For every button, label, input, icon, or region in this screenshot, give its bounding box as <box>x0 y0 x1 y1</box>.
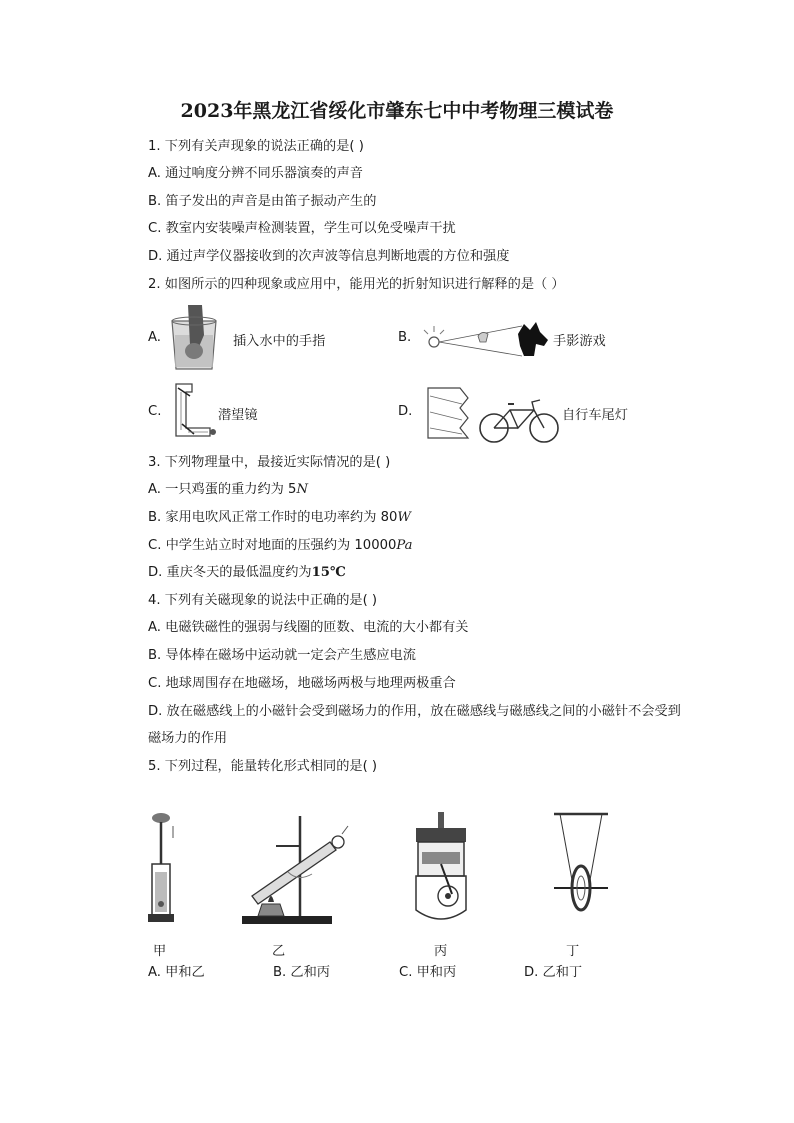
q3-option-c <box>148 537 413 555</box>
q2-option-a-label: A. <box>148 330 161 345</box>
q2-option-b-caption: 手影游戏 <box>553 334 606 349</box>
q4-option-c: C. 地球周围存在地磁场，地磁场两极与地理两极重合 <box>148 676 456 691</box>
q5-option-d: D. 乙和丁 <box>524 965 583 980</box>
q3-option-c-text: C. 中学生站立时对地面的压强约为 10000 <box>148 538 397 553</box>
q2-option-d-caption: 自行车尾灯 <box>562 408 628 423</box>
hand-shadow-figure <box>420 320 552 360</box>
q1-option-a: A. 通过响度分辨不同乐器演奏的声音 <box>148 166 363 181</box>
water-glass-finger-figure <box>168 305 220 373</box>
q5-fig-label-jia: 甲 <box>153 944 167 959</box>
q3-option-a-unit: N <box>296 482 308 497</box>
q3-stem: 3. 下列物理量中，最接近实际情况的是( ) <box>148 455 391 470</box>
q5-option-b: B. 乙和丙 <box>273 965 330 980</box>
bicycle-reflector-figure <box>422 382 562 446</box>
fig-bing-engine-cylinder <box>408 808 474 928</box>
q4-stem: 4. 下列有关磁现象的说法中正确的是( ) <box>148 593 378 608</box>
q1-option-c: C. 教室内安装噪声检测装置，学生可以免受噪声干扰 <box>148 221 456 236</box>
q1-option-b: B. 笛子发出的声音是由笛子振动产生的 <box>148 194 377 209</box>
q1-option-d: D. 通过声学仪器接收到的次声波等信息判断地震的方位和强度 <box>148 249 510 264</box>
q5-option-a: A. 甲和乙 <box>148 965 205 980</box>
q5-fig-label-ding: 丁 <box>566 944 580 959</box>
q3-option-b-unit: W <box>397 510 411 525</box>
page-title: 2023年黑龙江省绥化市肇东七中中考物理三模试卷 <box>180 100 614 122</box>
fig-ding-maxwell-wheel <box>548 810 614 926</box>
q5-stem: 5. 下列过程，能量转化形式相同的是( ) <box>148 759 378 774</box>
q1-stem: 1. 下列有关声现象的说法正确的是( ) <box>148 139 364 154</box>
q3-option-a-text: A. 一只鸡蛋的重力约为 5 <box>148 482 297 497</box>
fig-yi-heating-test-tube <box>238 812 354 928</box>
q2-option-b-label: B. <box>398 330 412 345</box>
q4-option-a: A. 电磁铁磁性的强弱与线圈的匝数、电流的大小都有关 <box>148 620 469 635</box>
q3-option-c-unit: Pa <box>396 538 413 553</box>
periscope-figure <box>170 380 218 444</box>
q3-option-b <box>148 509 411 527</box>
q5-option-c: C. 甲和丙 <box>399 965 457 980</box>
q3-option-b-text: B. 家用电吹风正常工作时的电功率约为 80 <box>148 510 398 525</box>
q3-option-a <box>148 481 308 499</box>
q2-option-d-label: D. <box>398 404 413 419</box>
q4-option-d: D. 放在磁感线上的小磁针会受到磁场力的作用，放在磁感线与磁感线之间的小磁针不会受到磁场力的作用 <box>148 704 681 746</box>
q2-option-c-caption: 潜望镜 <box>218 408 258 423</box>
q2-stem: 2. 如图所示的四种现象或应用中，能用光的折射知识进行解释的是（ ） <box>148 277 565 292</box>
fig-jia-pressure-tube <box>143 808 187 926</box>
q2-option-c-label: C. <box>148 404 162 419</box>
q2-option-a-caption: 插入水中的手指 <box>233 334 326 349</box>
q3-option-d <box>148 564 346 582</box>
q5-fig-label-bing: 丙 <box>434 944 448 959</box>
q4-option-b: B. 导体棒在磁场中运动就一定会产生感应电流 <box>148 648 416 663</box>
q5-fig-label-yi: 乙 <box>272 944 286 959</box>
q3-option-d-text: D. 重庆冬天的最低温度约为 <box>148 565 312 580</box>
q3-option-d-temp: 15℃ <box>311 565 346 580</box>
